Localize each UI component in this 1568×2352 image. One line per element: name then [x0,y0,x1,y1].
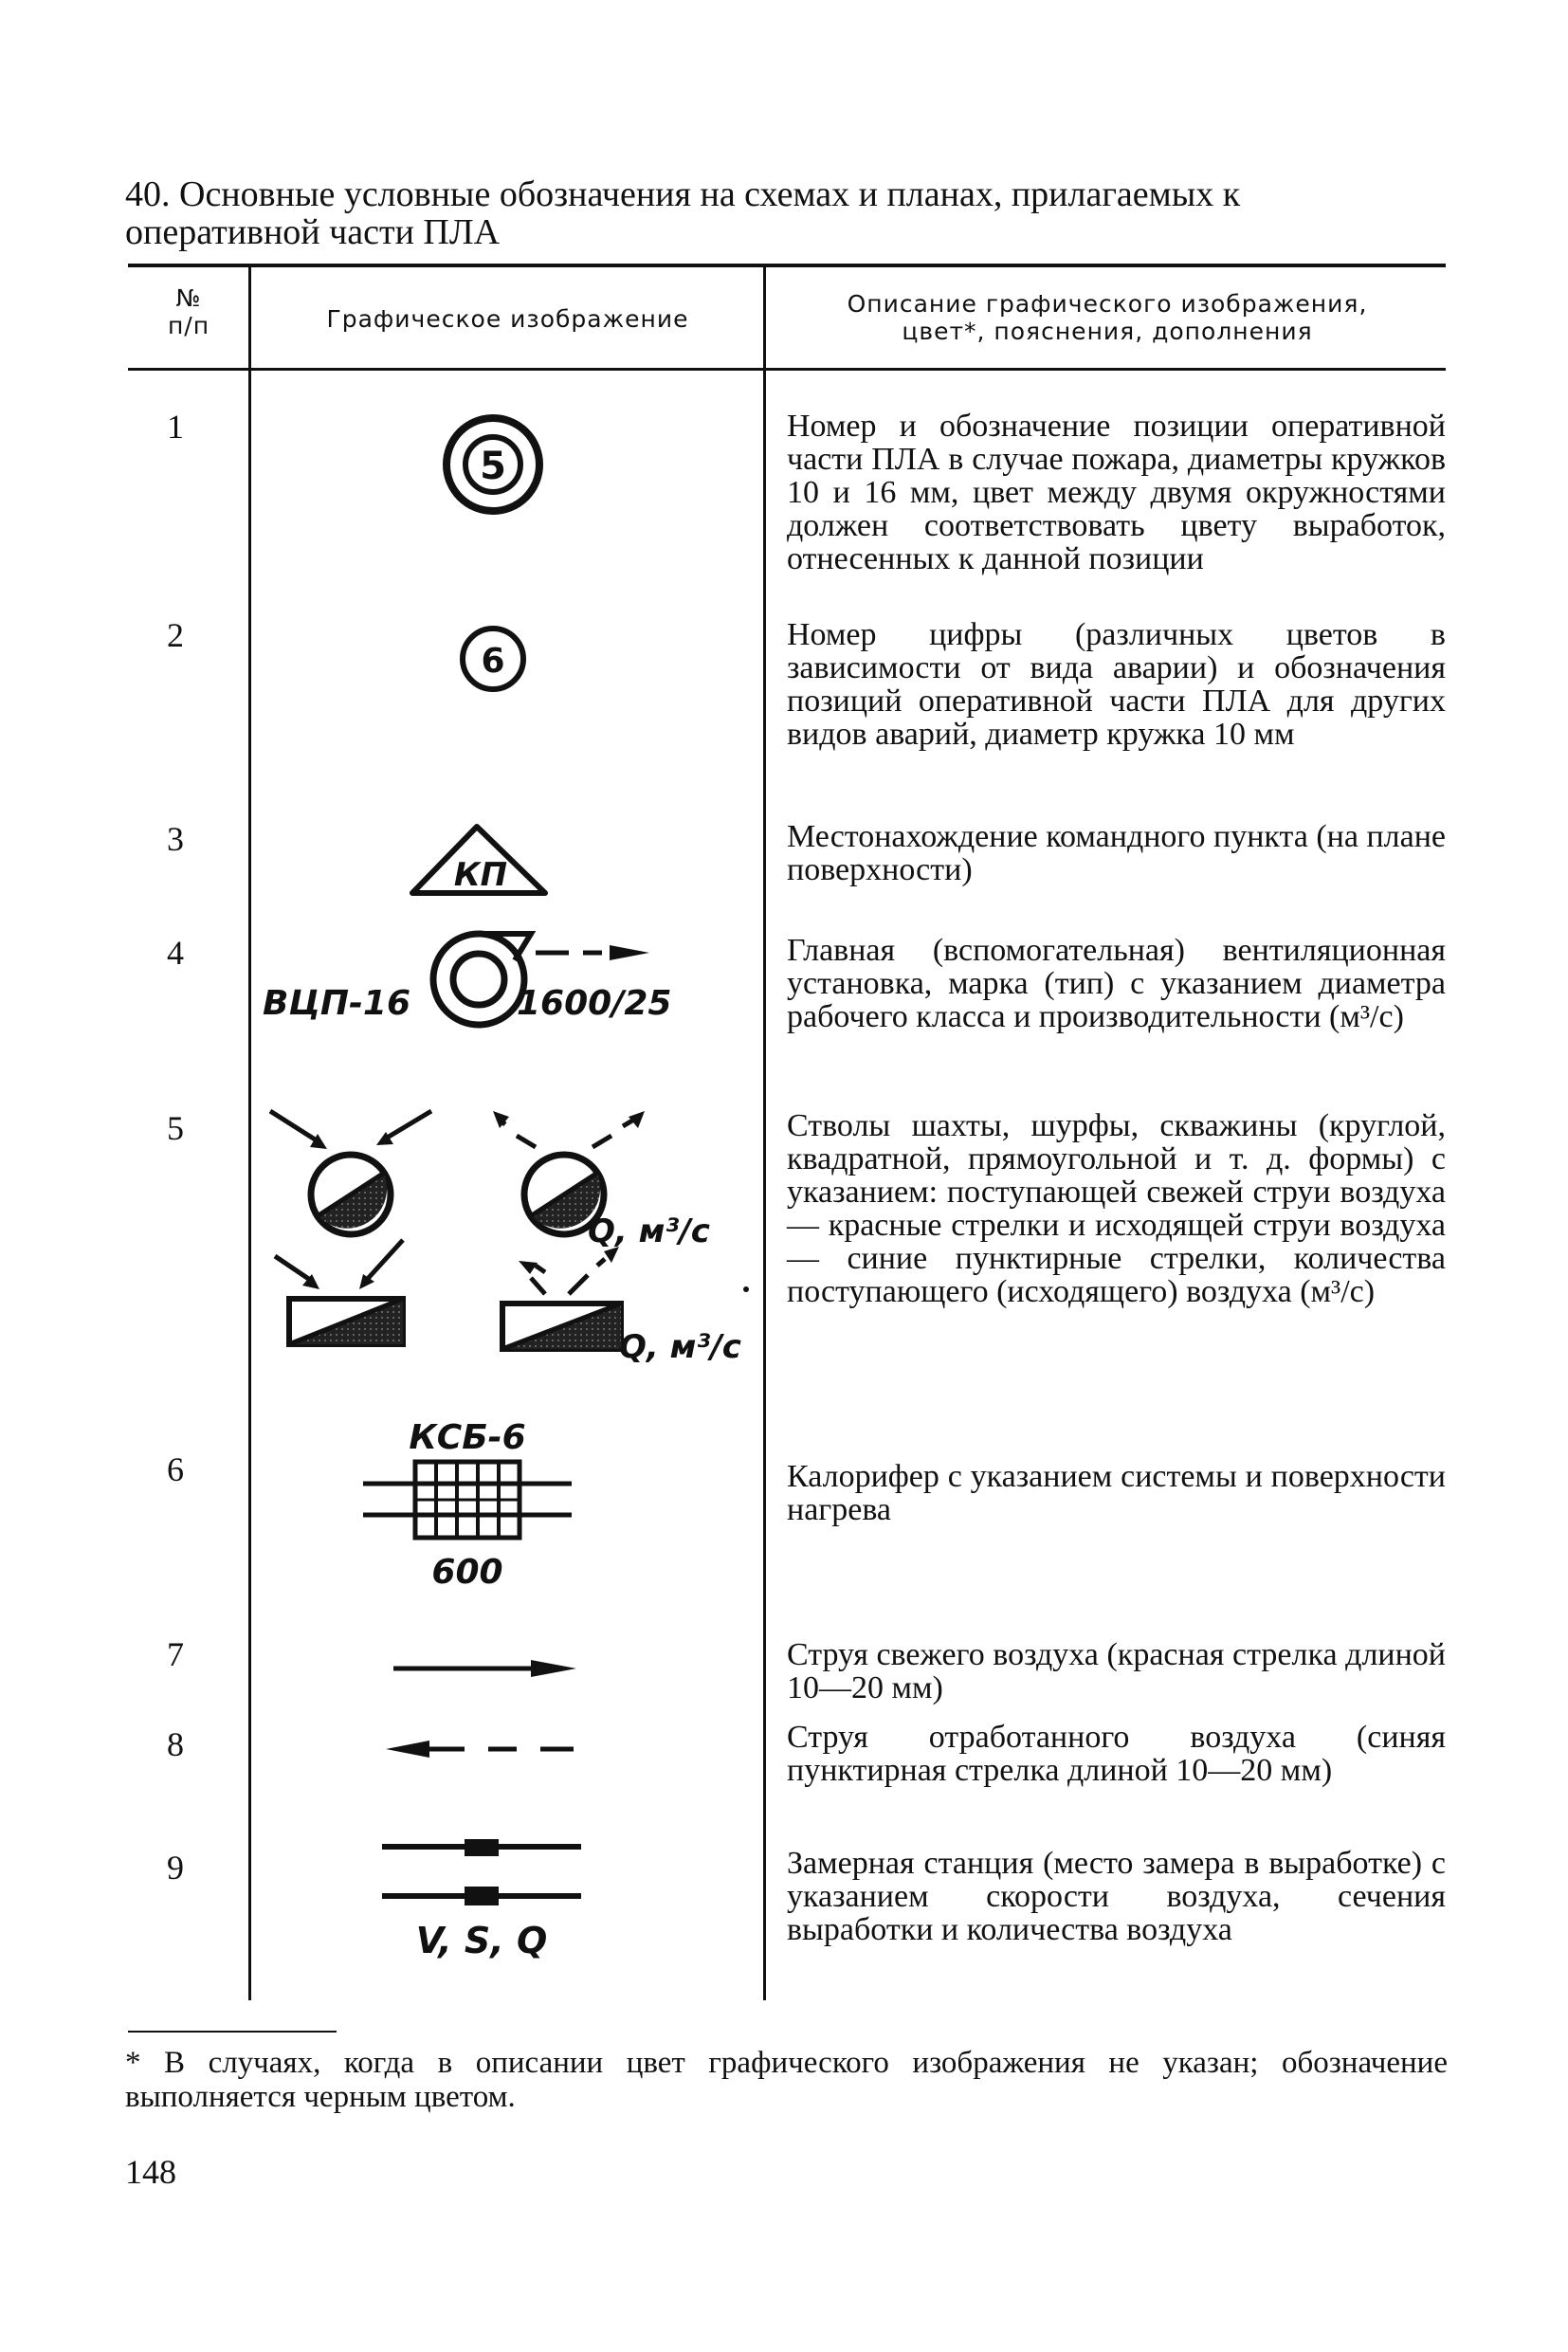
row-2-description: Номер цифры (различных цветов в зависимости от вида аварии) и обозначения позиций оперативной части ПЛА для других видов аварий, диаметр кружка 10 мм [787,617,1446,752]
fan-type-label: ВЦП-16 [263,984,411,1023]
circle-number: 6 [481,642,505,681]
row-2-number: 2 [167,616,184,654]
header-description-line-1: Описание графического изображения, [847,290,1368,318]
footnote-rule [128,2031,337,2033]
heater-system-label: КСБ-6 [409,1418,526,1457]
row-1-description: Номер и обозначение позиции оперативной части ПЛА в случае пожара, диаметры кружков 10 и 16 мм, цвет между двумя окружностями должен соответствовать цвету выработок, отнесенных к данной позиции [787,409,1446,576]
section-title: 40. Основные условные обозначения на схемах и планах, прилагаемых к оперативной части ПЛА [125,174,1241,252]
column-divider-1 [248,264,251,2000]
row-6-description: Калорифер с указанием системы и поверхности нагрева [787,1459,1446,1527]
fan-capacity-label: 1600/25 [517,984,672,1023]
double-circle-number: 5 [480,445,506,488]
round-shaft-flow-label: Q, м³/с [588,1212,710,1250]
shafts-symbol [261,1100,758,1384]
row-4-description: Главная (вспомогательная) вентиляционная установка, марка (тип) с указанием диаметра рабочего класса и производительности (м³/с) [787,933,1446,1034]
header-description-line-2: цвет*, пояснения, дополнения [902,318,1313,345]
measuring-station-symbol [377,1830,586,1962]
row-3-number: 3 [167,820,184,858]
rect-shaft-flow-label: Q, м³/с [619,1328,741,1366]
round-shaft-left [311,1155,391,1234]
row-8-description: Струя отработанного воздуха (синяя пунктирная стрелка длиной 10—20 мм) [787,1720,1446,1788]
table-top-rule [128,264,1446,267]
header-graphic: Графическое изображение [326,305,689,333]
heater-surface-label: 600 [431,1553,503,1592]
row-7-number: 7 [167,1635,184,1673]
row-9-description: Замерная станция (место замера в выработке) с указанием скорости воздуха, сечения выработки и количества воздуха [787,1846,1446,1947]
row-8-number: 8 [167,1725,184,1763]
rect-shaft-left [289,1299,403,1344]
double-circle-symbol [441,412,545,517]
header-description [770,290,1445,345]
header-num-line-2: п/п [167,312,210,339]
column-divider-2 [763,264,766,2000]
footnote: * В случаях, когда в описании цвет графического изображения не указан; обозначение выполняется черным цветом. [125,2046,1448,2114]
fresh-air-arrow-icon [389,1654,578,1683]
heater-symbol [358,1413,576,1593]
row-3-description: Местонахождение командного пункта (на плане поверхности) [787,819,1447,887]
row-7-description: Струя свежего воздуха (красная стрелка длиной 10—20 мм) [787,1637,1446,1705]
header-num-line-1: № [175,284,202,312]
circle-number-symbol [455,621,531,697]
command-post-label: КП [453,856,508,894]
header-bottom-rule [128,368,1446,371]
row-6-number: 6 [167,1450,184,1488]
command-post-symbol [403,815,555,901]
page-number: 148 [125,2153,176,2191]
row-4-number: 4 [167,934,184,972]
fan-installation-symbol [261,924,716,1038]
row-5-number: 5 [167,1109,184,1147]
measuring-station-label: V, S, Q [415,1920,548,1961]
row-9-number: 9 [167,1849,184,1887]
row-5-description: Стволы шахты, шурфы, скважины (круглой, квадратной, прямоугольной и т. д. формы) с указанием: поступающей свежей струи воздуха — красные стрелки и исходящей струи воздуха — синие пунктирные стрелки, количества поступающего (исходящего) воздуха (м³/с) [787,1108,1446,1309]
row-1-number: 1 [167,408,184,446]
rect-shaft-right [502,1304,621,1349]
header-num [133,284,245,339]
exhaust-air-arrow-icon [384,1735,583,1763]
